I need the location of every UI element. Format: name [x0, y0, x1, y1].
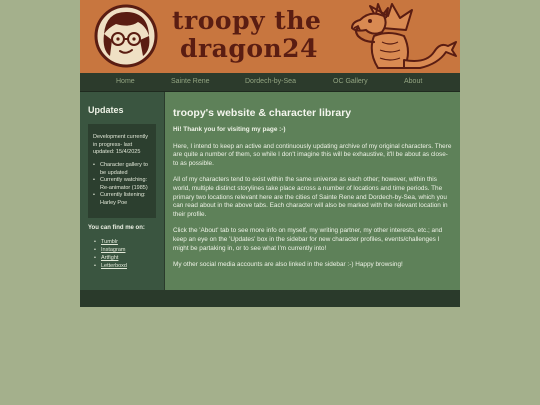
page-title: troopy's website & character library: [173, 107, 352, 119]
social-list-item: [94, 262, 127, 270]
update-item: • Currently listening: Harley Poe: [93, 192, 153, 207]
social-links-list: [94, 238, 127, 270]
intro-paragraph: My other social media accounts are also linked in the sidebar :-) Happy browsing!: [173, 261, 403, 269]
sidebar-title: Updates: [88, 105, 124, 115]
artfight-link[interactable]: Artfight: [101, 255, 119, 261]
intro-paragraph: Click the 'About' tab to see more info on myself, my writing partner, my other interests, etc.; and keep an eye on the 'Updates' box in the sidebar for new character profiles, events/challenges I might be partaking in, or to see what I'm currently into!: [173, 227, 443, 252]
social-list-item: [94, 254, 127, 262]
update-item: • Currently watching: Re-animator (1985): [93, 177, 153, 192]
site-title-line-1: troopy the: [172, 6, 322, 35]
main-content: [165, 92, 460, 290]
nav-sainte-rene[interactable]: Sainte Rene: [171, 78, 210, 85]
social-list-item: [94, 246, 127, 254]
nav-about[interactable]: About: [404, 78, 423, 85]
site-container: [80, 0, 460, 307]
development-status: Development currently in progress- last updated: 15/4/2025: [93, 134, 149, 155]
site-footer: [80, 290, 460, 307]
nav-oc-gallery[interactable]: OC Gallery: [333, 78, 368, 85]
sidebar: [80, 92, 165, 290]
updates-box: [88, 124, 156, 218]
site-header: [80, 0, 460, 73]
dragon-mascot-icon: [308, 2, 458, 72]
greeting-text: Hi! Thank you for visiting my page :-): [173, 126, 286, 133]
intro-text: [173, 126, 453, 278]
tumblr-link[interactable]: Tumblr: [101, 239, 118, 245]
find-me-heading: You can find me on:: [88, 225, 145, 231]
letterboxd-link[interactable]: Letterboxd: [101, 263, 127, 269]
intro-paragraph: Here, I intend to keep an active and continuously updating archive of my original characters. There are quite a number of them, so while I don't imagine this will be exhaustive, it'll be about as close-to as possible.: [173, 142, 452, 167]
instagram-link[interactable]: Instagram: [101, 247, 126, 253]
site-title-line-2: dragon24: [180, 34, 318, 63]
avatar-portrait-icon: [94, 4, 158, 68]
update-item: • Character gallery to be updated: [93, 162, 153, 177]
updates-list: [93, 162, 153, 207]
nav-dordech-by-sea[interactable]: Dordech-by-Sea: [245, 78, 296, 85]
social-list-item: [94, 238, 127, 246]
nav-home[interactable]: Home: [116, 78, 135, 85]
intro-paragraph: All of my characters tend to exist within the same universe as each other; however, within this world, multiple distinct storylines take place across a number of locations and time periods. The primary two locations relevant here are the cities of Sainte Rene and Dordech-by-Sea, which you can read about in the above tabs. Each character will also be marked with the relevant location in their profile.: [173, 176, 448, 218]
main-navigation: [80, 73, 460, 92]
